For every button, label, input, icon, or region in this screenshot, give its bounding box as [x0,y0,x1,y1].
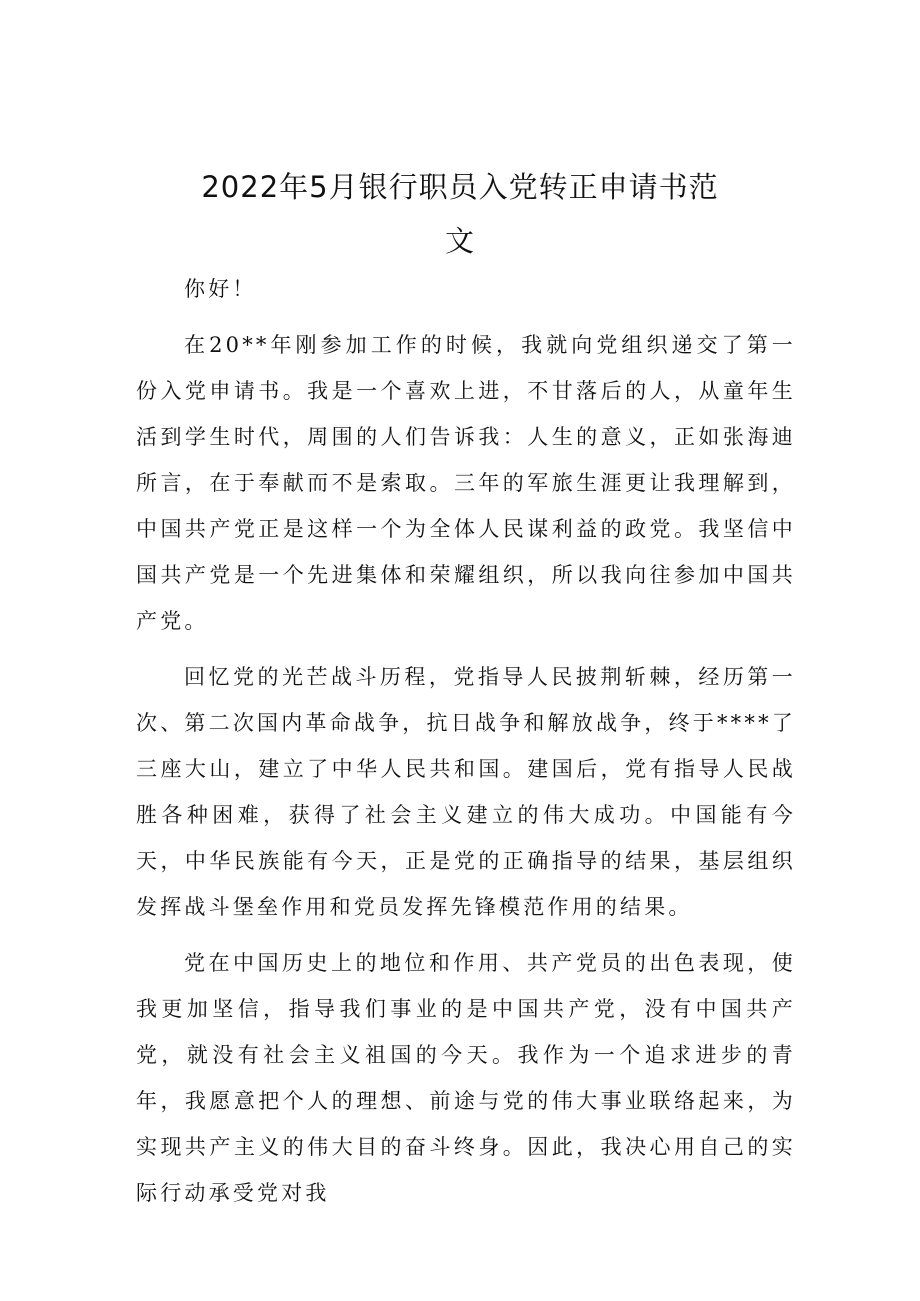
paragraph-3: 党在中国历史上的地位和作用、共产党员的出色表现，使我更加坚信，指导我们事业的是中国共产党，没有中国共产党，就没有社会主义祖国的今天。我作为一个追求进步的青年，我愿意把个人的理想、前途与党的伟大事业联络起来，为实现共产主义的伟大目的奋斗终身。因此，我决心用自己的实际行动承受党对我 [136,951,796,1205]
document-body [136,266,796,1216]
document-title [150,160,770,268]
title-line-1: 2022年5月银行职员入党转正申请书范 [201,170,719,204]
paragraph-2: 回忆党的光芒战斗历程，党指导人民披荆斩棘，经历第一次、第二次国内革命战争，抗日战争和解放战争，终于****了三座大山，建立了中华人民共和国。建国后，党有指导人民战胜各种困难，获得了社会主义建立的伟大成功。中国能有今天，中华民族能有今天，正是党的正确指导的结果，基层组织发挥战斗堡垒作用和党员发挥先锋模范作用的结果。 [136,665,796,919]
paragraph-1: 在20**年刚参加工作的时候，我就向党组织递交了第一份入党申请书。我是一个喜欢上进，不甘落后的人，从童年生活到学生时代，周围的人们告诉我：人生的意义，正如张海迪所言，在于奉献而不是索取。三年的军旅生涯更让我理解到，中国共产党正是这样一个为全体人民谋利益的政党。我坚信中国共产党是一个先进集体和荣耀组织，所以我向往参加中国共产党。 [136,333,796,633]
title-line-2: 文 [444,224,475,258]
greeting: 你好！ [184,277,257,301]
